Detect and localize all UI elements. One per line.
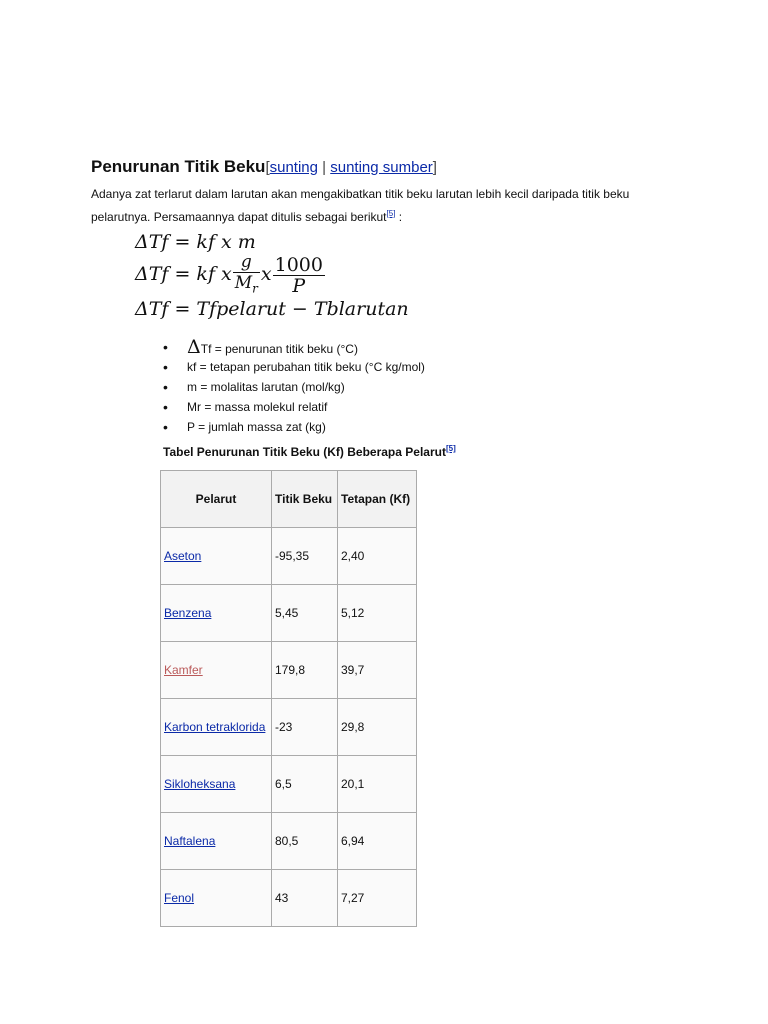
- edit-links: [265, 159, 437, 176]
- section-heading: [91, 157, 437, 177]
- table-row: [161, 642, 417, 699]
- table-caption: [163, 444, 456, 459]
- fraction-numerator: g: [240, 252, 252, 272]
- column-header-kf: Tetapan (Kf): [338, 471, 417, 528]
- cell-solvent: [161, 813, 272, 870]
- edit-bracket-open: [: [265, 159, 270, 176]
- fraction-denominator: [233, 272, 260, 298]
- list-item-text: Tf = penurunan titik beku (°C): [200, 342, 358, 356]
- table-caption-reference-link[interactable]: [5]: [445, 444, 456, 453]
- table-row: [161, 813, 417, 870]
- cell-freezing-point: -23: [272, 699, 338, 756]
- fraction-denominator-subscript: r: [252, 281, 258, 296]
- cell-kf: 2,40: [338, 528, 417, 585]
- equation-2-mid: x: [260, 263, 272, 286]
- intro-text: Adanya zat terlarut dalam larutan akan mengakibatkan titik beku larutan lebih kecil daripada titik beku pelarutnya. Persamaannya dapat ditulis sebagai berikut: [91, 187, 630, 224]
- edit-link[interactable]: sunting: [269, 159, 318, 176]
- cell-freezing-point: 6,5: [272, 756, 338, 813]
- cell-kf: 6,94: [338, 813, 417, 870]
- list-item: [163, 357, 425, 377]
- equation-2: [135, 252, 326, 298]
- table-row: [161, 870, 417, 927]
- cell-freezing-point: -95,35: [272, 528, 338, 585]
- cell-kf: 5,12: [338, 585, 417, 642]
- solvent-link[interactable]: Naftalena: [164, 834, 216, 848]
- intro-reference-link[interactable]: [5]: [386, 209, 396, 218]
- cell-solvent: [161, 870, 272, 927]
- cell-kf: 7,27: [338, 870, 417, 927]
- column-header-solvent: Pelarut: [161, 471, 272, 528]
- cell-kf: 29,8: [338, 699, 417, 756]
- edit-source-link[interactable]: sunting sumber: [330, 159, 433, 176]
- list-item: [163, 397, 425, 417]
- edit-bracket-close: ]: [432, 159, 437, 176]
- cell-freezing-point: 5,45: [272, 585, 338, 642]
- list-item-text: P = jumlah massa zat (kg): [187, 420, 326, 434]
- cell-solvent: [161, 699, 272, 756]
- solvent-link[interactable]: Fenol: [164, 891, 195, 905]
- fraction-g-over-mr: [233, 252, 260, 298]
- intro-tail: :: [395, 210, 403, 224]
- solvent-link[interactable]: Benzena: [164, 606, 212, 620]
- equation-2-prefix: ΔTf = kf x: [135, 263, 232, 286]
- fraction-denominator: P: [273, 275, 325, 296]
- column-header-freezing-point: Titik Beku: [272, 471, 338, 528]
- cell-freezing-point: 80,5: [272, 813, 338, 870]
- cell-solvent: [161, 585, 272, 642]
- equation-3: ΔTf = Tfpelarut − Tblarutan: [135, 298, 409, 320]
- cell-solvent: [161, 528, 272, 585]
- table-body: [161, 528, 417, 927]
- list-item-text: Mr = massa molekul relatif: [187, 400, 328, 414]
- cell-kf: 39,7: [338, 642, 417, 699]
- solvent-link[interactable]: Karbon tetraklorida: [164, 720, 266, 734]
- table-header-row: [161, 471, 417, 528]
- table-row: [161, 585, 417, 642]
- solvent-link[interactable]: Kamfer: [164, 663, 203, 677]
- list-item-text: m = molalitas larutan (mol/kg): [187, 380, 345, 394]
- delta-symbol: Δ: [187, 336, 201, 358]
- cell-kf: 20,1: [338, 756, 417, 813]
- fraction-1000-over-p: [273, 255, 325, 296]
- cell-solvent: [161, 642, 272, 699]
- cell-freezing-point: 43: [272, 870, 338, 927]
- list-item-text: kf = tetapan perubahan titik beku (°C kg/mol): [187, 360, 425, 374]
- list-item: [163, 417, 425, 437]
- list-item: [163, 337, 425, 357]
- table-row: [161, 528, 417, 585]
- edit-separator: |: [318, 159, 331, 176]
- fraction-denominator-main: M: [234, 273, 253, 293]
- equation-1: ΔTf = kf x m: [135, 231, 256, 253]
- fraction-numerator: 1000: [274, 253, 323, 276]
- intro-paragraph: [91, 185, 691, 227]
- cell-solvent: [161, 756, 272, 813]
- solvent-link[interactable]: Sikloheksana: [164, 777, 236, 791]
- cell-freezing-point: 179,8: [272, 642, 338, 699]
- table-caption-text: Tabel Penurunan Titik Beku (Kf) Beberapa Pelarut: [163, 445, 446, 459]
- table-row: [161, 756, 417, 813]
- variable-list: [163, 337, 425, 437]
- list-item: [163, 377, 425, 397]
- section-title: Penurunan Titik Beku: [91, 157, 266, 176]
- solvent-link[interactable]: Aseton: [164, 549, 202, 563]
- table-row: [161, 699, 417, 756]
- freezing-point-table: [160, 470, 417, 927]
